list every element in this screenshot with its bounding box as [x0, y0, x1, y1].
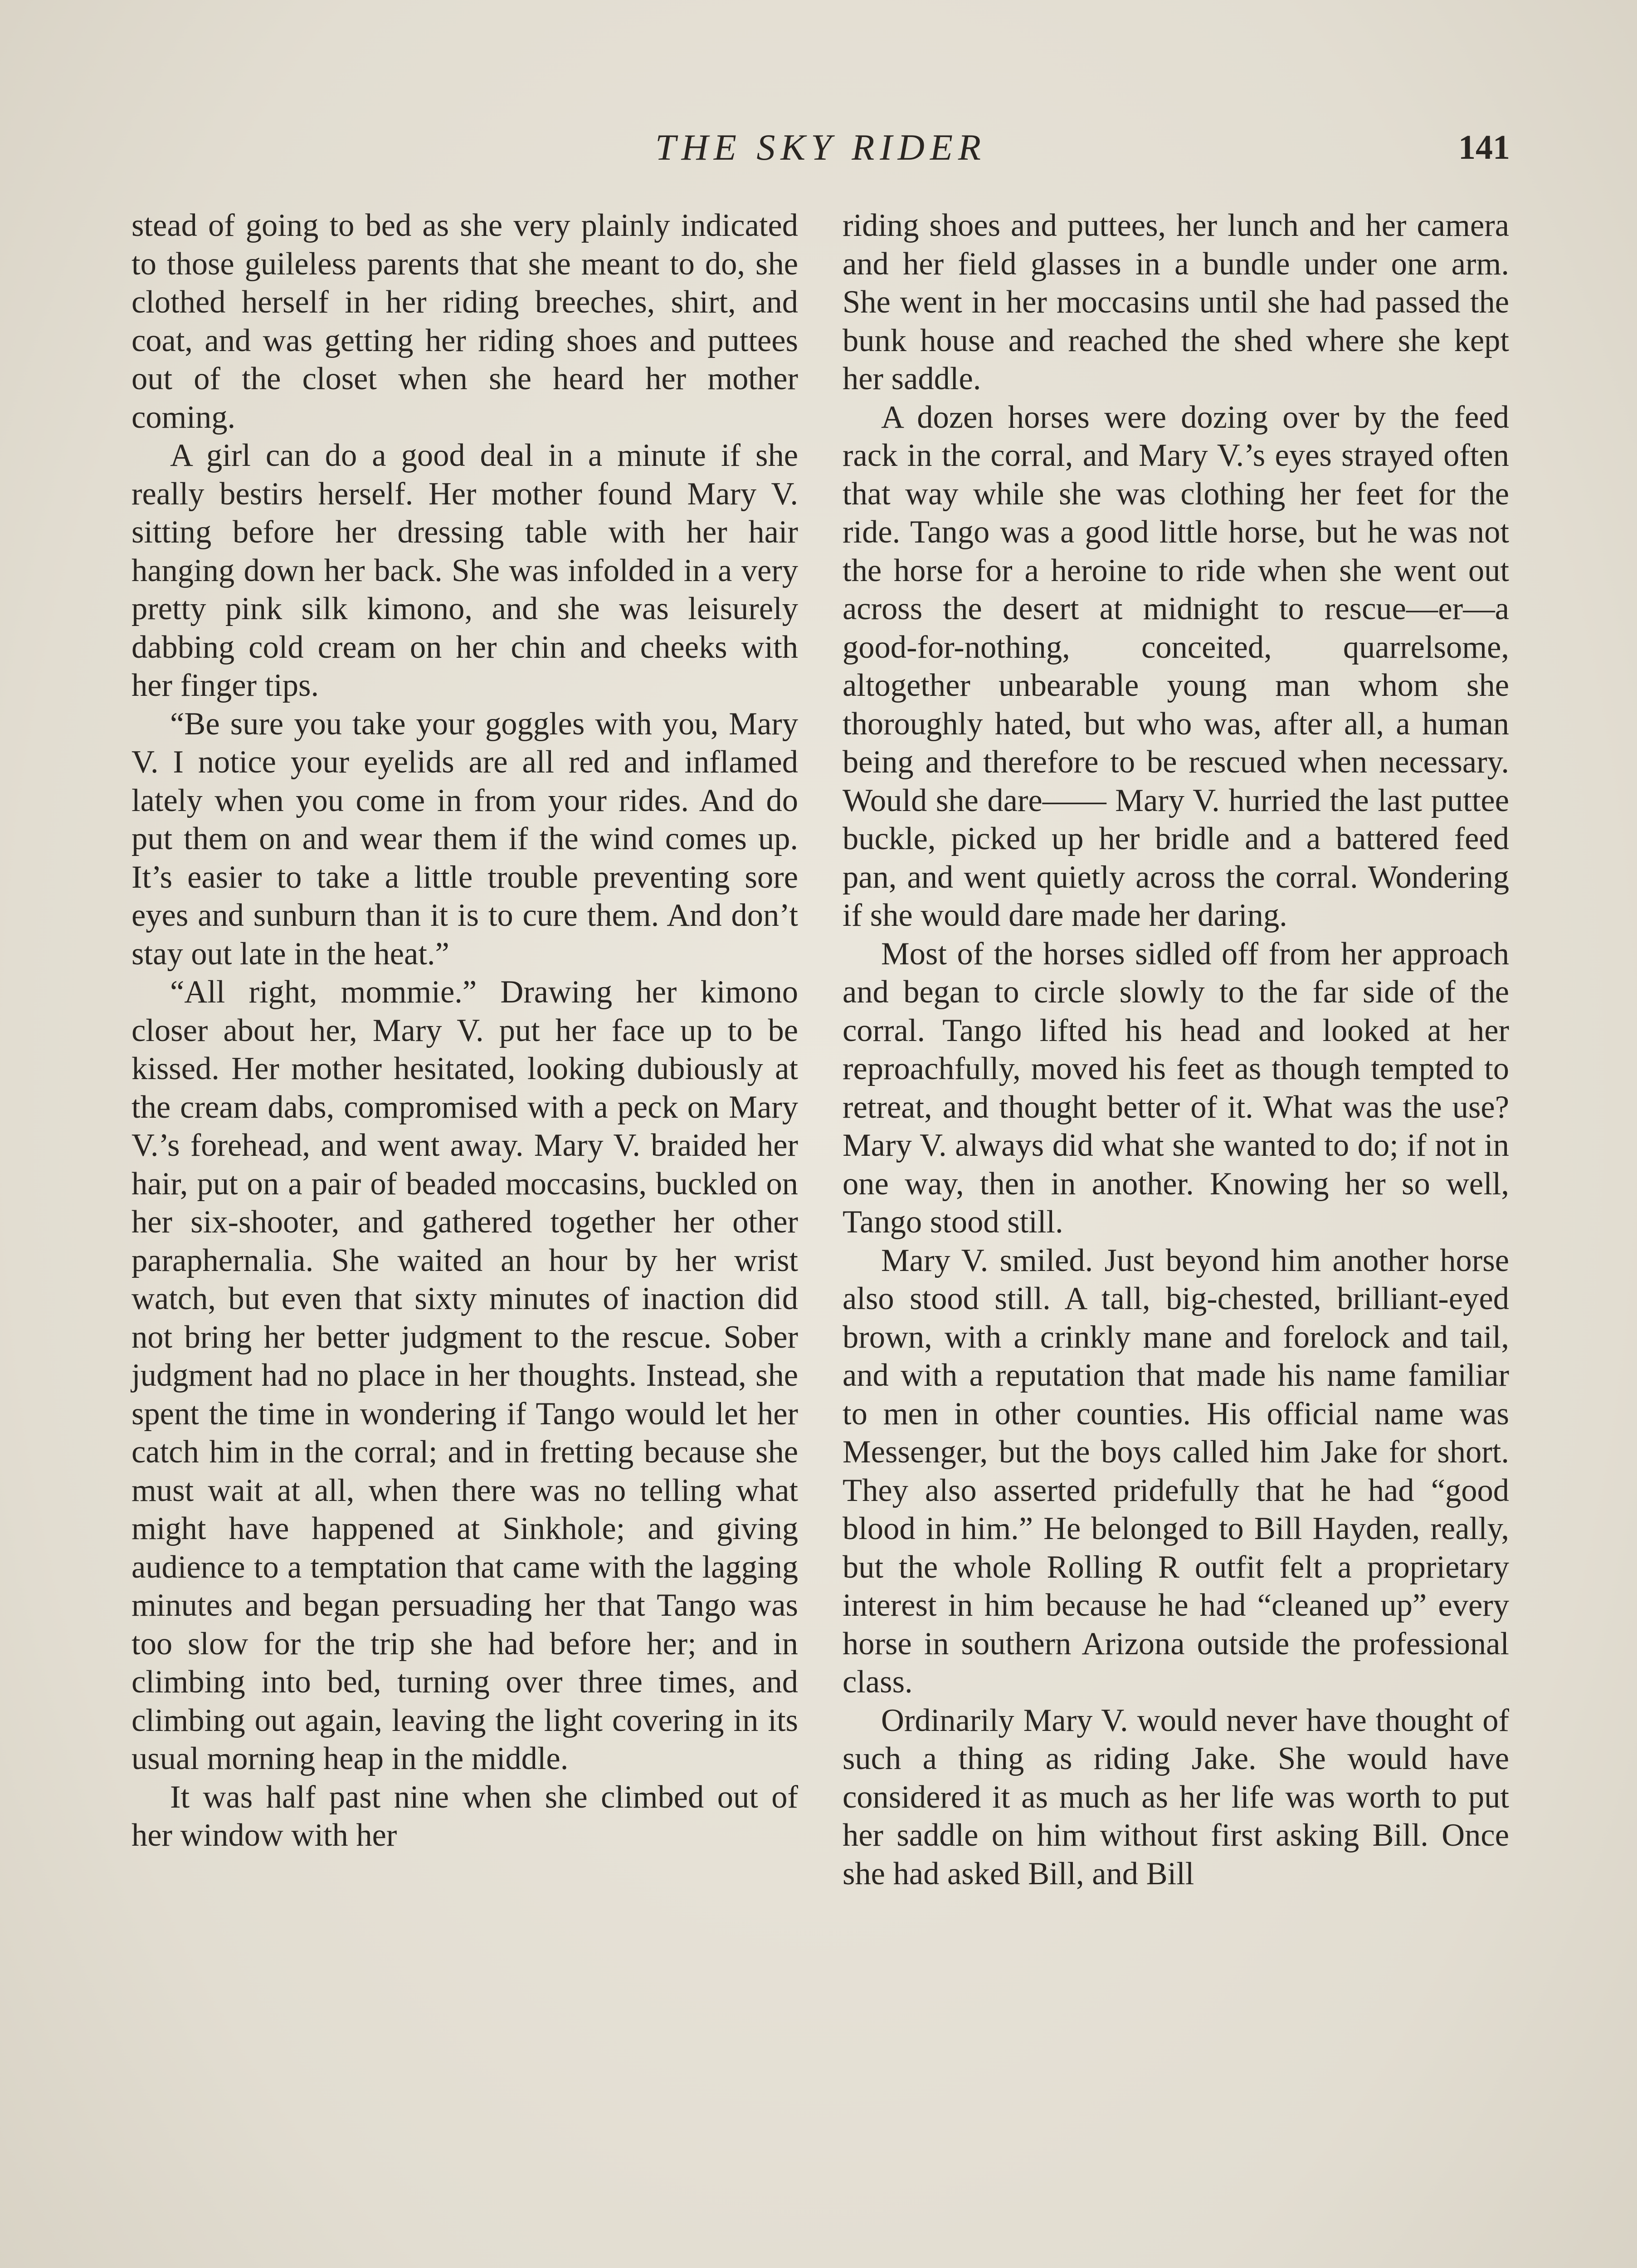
paragraph: A dozen horses were dozing over by the feed rack in the corral, and Mary V.’s eyes strayed often that way while she was clothing her feet for the ride. Tango was a good little horse, but he was not the horse for a heroine to ride when she went out across the desert at midnight to rescue—er—a good-for-nothing, conceited, quarrelsome, altogether unbearable young man whom she thoroughly hated, but who was, after all, a human being and therefore to be rescued when necessary. Would she dare—— Mary V. hurried the last puttee buckle, picked up her bridle and a battered feed pan, and went quietly across the corral. Wondering if she would dare made her daring.: [843, 399, 1509, 933]
paragraph: “All right, mommie.” Drawing her kimono closer about her, Mary V. put her face up to be kissed. Her mother hesitated, looking dubiously at the cream dabs, compromised with a peck on Mary V.’s forehead, and went away. Mary V. braided her hair, put on a pair of beaded moccasins, buckled on her six-shooter, and gathered together her other paraphernalia. She waited an hour by her wrist watch, but even that sixty minutes of inaction did not bring her better judgment to the rescue. Sober judgment had no place in her thoughts. Instead, she spent the time in wondering if Tango would let her catch him in the corral; and in fretting because she must wait at all, when there was no telling what might have happened at Sinkhole; and giving audience to a temptation that came with the lagging minutes and began persuading her that Tango was too slow for the trip she had before her; and in climbing into bed, turning over three times, and climbing out again, leaving the light covering in its usual morning heap in the middle.: [132, 974, 798, 1776]
paragraph: Most of the horses sidled off from her approach and began to circle slowly to the far side of the corral. Tango lifted his head and looked at her reproachfully, moved his feet as though tempted to retreat, and thought better of it. What was the use? Mary V. always did what she wanted to do; if not in one way, then in another. Knowing her so well, Tango stood still.: [843, 936, 1509, 1240]
left-column: [132, 206, 798, 1855]
paragraph: riding shoes and puttees, her lunch and her camera and her field glasses in a bundle under one arm. She went in her moccasins until she had passed the bunk house and reached the shed where she kept her saddle.: [843, 208, 1509, 396]
paragraph: stead of going to bed as she very plainly indicated to those guileless parents that she meant to do, she clothed herself in her riding breeches, shirt, and coat, and was getting her riding shoes and puttees out of the closet when she heard her mother coming.: [132, 208, 798, 435]
paragraph: A girl can do a good deal in a minute if she really bestirs herself. Her mother found Mary V. sitting before her dressing table with her hair hanging down her back. She was infolded in a very pretty pink silk kimono, and she was leisurely dabbing cold cream on her chin and cheeks with her finger tips.: [132, 438, 798, 703]
page-number: 141: [1458, 128, 1510, 166]
paragraph: Ordinarily Mary V. would never have thought of such a thing as riding Jake. She would have considered it as much as her life was worth to put her saddle on him without first asking Bill. Once she had asked Bill, and Bill: [843, 1702, 1509, 1892]
paragraph: It was half past nine when she climbed out of her window with her: [132, 1779, 798, 1853]
paragraph: “Be sure you take your goggles with you, Mary V. I notice your eyelids are all red and inflamed lately when you come in from your rides. And do put them on and wear them if the wind comes up. It’s easier to take a little trouble preventing sore eyes and sunburn than it is to cure them. And don’t stay out late in the heat.”: [132, 706, 798, 972]
page-header: [132, 122, 1510, 172]
right-column: [843, 206, 1509, 1893]
running-title: THE SKY RIDER: [655, 127, 986, 168]
paragraph: Mary V. smiled. Just beyond him another horse also stood still. A tall, big-chested, brilliant-eyed brown, with a crinkly mane and forelock and tail, and with a reputation that made his name familiar to men in other counties. His official name was Messenger, but the boys called him Jake for short. They also asserted pridefully that he had “good blood in him.” He belonged to Bill Hayden, really, but the whole Rolling R outfit felt a proprietary interest in him because he had “cleaned up” every horse in southern Arizona outside the professional class.: [843, 1242, 1509, 1700]
